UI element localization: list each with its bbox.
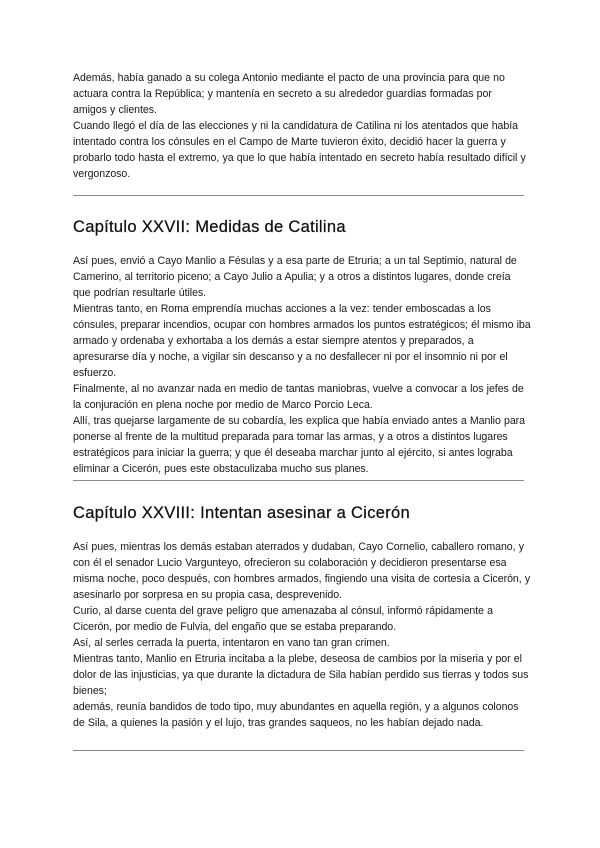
paragraph: Cuando llegó el día de las elecciones y ni la candidatura de Catilina ni los atentados que había intentado contra los cónsules en el Campo de Marte tuvieron éxito, decidió hacer la guerra y probarlo todo hasta el extremo, ya que lo que había intentado en secreto había resultado difícil y vergonzoso. <box>73 120 526 180</box>
paragraph: Curio, al darse cuenta del grave peligro que amenazaba al cónsul, informó rápidamente a Cicerón, por medio de Fulvia, del engaño que se estaba preparando. <box>73 605 494 633</box>
paragraph: Allí, tras quejarse largamente de su cobardía, les explica que había enviado antes a Manlio para ponerse al frente de la multitud preparada para tomar las armas, y a otros a distintos lugares estratégicos para iniciar la guerra; y que él deseaba marchar junto al ejército, si antes lograba eliminar a Cicerón, pues este obstaculizaba mucho sus planes. <box>73 415 525 475</box>
section-divider <box>73 480 524 481</box>
section-divider <box>73 195 524 196</box>
paragraph: además, reunía bandidos de todo tipo, muy abundantes en aquella región, y a algunos colonos de Sila, a quienes la pasión y el lujo, tras grandes saqueos, no les habían dejado nada. <box>73 701 519 729</box>
chapter-body <box>73 539 531 731</box>
chapter-title: Capítulo XXVII: Medidas de Catilina <box>73 218 346 236</box>
paragraph: Mientras tanto, en Roma emprendía muchas acciones a la vez: tender emboscadas a los cónsules, preparar incendios, ocupar con hombres armados los puntos estratégicos; él mismo iba armado y ordenaba y exhortaba a los demás a estar siempre atentos y preparados, a apresurarse día y noche, a vigilar sin descanso y a no desfallecer ni por el insomnio ni por el esfuerzo. <box>73 303 531 379</box>
chapter-title: Capítulo XXVIII: Intentan asesinar a Cicerón <box>73 504 410 522</box>
paragraph: Así, al serles cerrada la puerta, intentaron en vano tan gran crimen. <box>73 637 390 649</box>
paragraph: Así pues, envió a Cayo Manlio a Fésulas y a esa parte de Etruria; a un tal Septimio, natural de Camerino, al territorio piceno; a Cayo Julio a Apulia; y a otros a distintos lugares, donde creía que podrían resultarle útiles. <box>73 255 517 299</box>
intro-section <box>73 70 528 182</box>
paragraph: Finalmente, al no avanzar nada en medio de tantas maniobras, vuelve a convocar a los jefes de la conjuración en plena noche por medio de Marco Porcio Leca. <box>73 383 524 411</box>
paragraph: Además, había ganado a su colega Antonio mediante el pacto de una provincia para que no actuara contra la República; y mantenía en secreto a su alrededor guardias formadas por amigos y clientes. <box>73 72 505 116</box>
section-divider <box>73 750 524 751</box>
chapter-body <box>73 253 531 477</box>
paragraph: Mientras tanto, Manlio en Etruria incitaba a la plebe, deseosa de cambios por la miseria y por el dolor de las injusticias, ya que durante la dictadura de Sila habían perdido sus tierras y todos sus bienes; <box>73 653 529 697</box>
paragraph: Así pues, mientras los demás estaban aterrados y dudaban, Cayo Cornelio, caballero romano, y con él el senador Lucio Vargunteyo, ofrecieron su colaboración y decidieron presentarse esa misma noche, poco después, con hombres armados, fingiendo una visita de cortesía a Cicerón, y asesinarlo por sorpresa en su propia casa, desprevenido. <box>73 541 531 601</box>
